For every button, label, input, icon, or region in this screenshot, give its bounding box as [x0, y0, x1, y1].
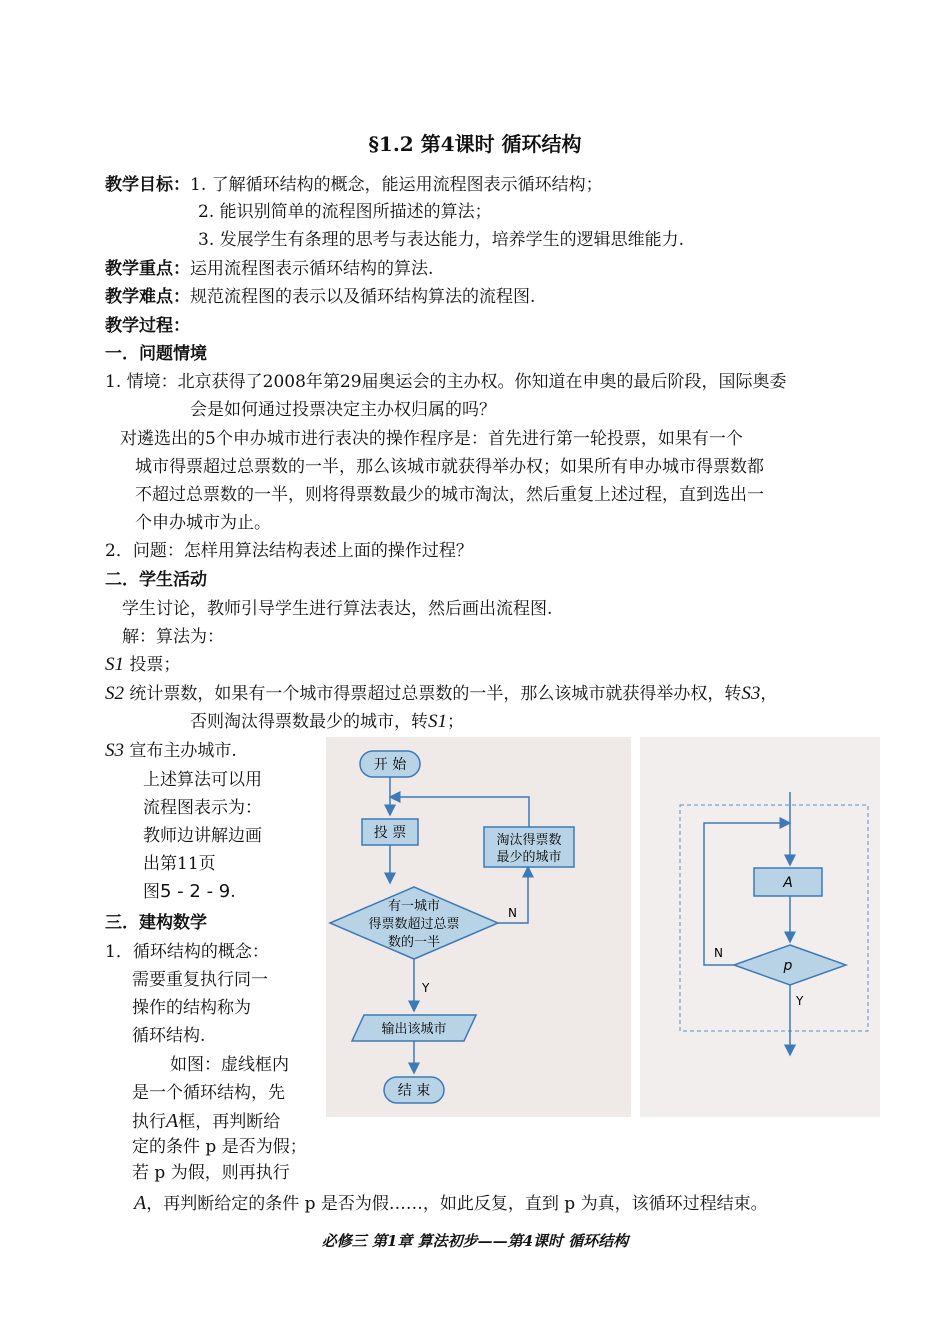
eliminate-label-1: 淘汰得票数 — [496, 833, 562, 848]
difficulty-line — [105, 284, 535, 310]
vote-label: 投 票 — [373, 825, 407, 841]
step-text: 统计票数，如果有一个城市得票超过总票数的一半，那么该城市就获得举办权，转 — [129, 684, 742, 704]
desc-line: 如图：虚线框内 — [170, 1055, 289, 1075]
scan-background — [640, 737, 880, 1117]
activity-line: 学生讨论，教师引导学生进行算法表达，然后画出流程图. — [122, 599, 553, 619]
condition-label: p — [783, 958, 793, 974]
procedure-line: 个申办城市为止。 — [135, 513, 271, 533]
step-label: S3 — [105, 740, 124, 761]
output-label: 输出该城市 — [381, 1022, 447, 1037]
desc-line: 若 p 为假，则再执行 — [132, 1163, 290, 1183]
question-line: 2．问题：怎样用算法结构表述上面的操作过程？ — [105, 541, 473, 561]
side-note: 出第11页 — [143, 854, 216, 874]
fig-number: 5 - 2 - 9 — [160, 881, 231, 902]
focus-text: 运用流程图表示循环结构的算法. — [190, 259, 434, 279]
solution-line: 解：算法为： — [122, 627, 224, 647]
focus-label: 教学重点： — [105, 259, 190, 279]
step-text: 宣布主办城市. — [129, 741, 237, 761]
concept-line: 需要重复执行同一 — [132, 970, 268, 990]
concept-line: 循环结构. — [132, 1026, 206, 1046]
step-text: 投票； — [129, 655, 181, 675]
voting-flowchart — [326, 737, 631, 1117]
goals-line-1 — [105, 172, 603, 198]
goals-label: 教学目标： — [105, 175, 190, 195]
decision-label-3: 数的一半 — [387, 935, 441, 950]
concept-line: 1．循环结构的概念： — [105, 942, 269, 962]
desc-line: 是一个循环结构，先 — [132, 1083, 285, 1103]
yes-label: Y — [422, 981, 430, 995]
step-s1 — [105, 652, 180, 678]
section-heading: 二．学生活动 — [105, 570, 207, 590]
step-s2-line-2 — [190, 709, 464, 735]
var-a: A — [134, 1192, 147, 1214]
goal-item: 2. 能识别简单的流程图所描述的算法； — [198, 202, 492, 222]
step-s3 — [105, 738, 237, 764]
side-note: 教师边讲解边画 — [143, 826, 262, 846]
end-label: 结 束 — [397, 1083, 431, 1099]
step-ref: S3 — [741, 683, 761, 704]
procedure-line: 对遴选出的5个申办城市进行表决的操作程序是：首先进行第一轮投票，如果有一个 — [120, 429, 743, 449]
page-footer: 必修三 第1章 算法初步——第4课时 循环结构 — [321, 1232, 629, 1250]
step-s2 — [105, 681, 777, 707]
desc-text: ，再判断给定的条件 p 是否为假……，如此反复，直到 p 为真，该循环过程结束。 — [146, 1194, 768, 1214]
side-note: 上述算法可以用 — [143, 770, 262, 790]
section-heading: 一．问题情境 — [105, 344, 207, 364]
procedure-line: 不超过总票数的一半，则将得票数最少的城市淘汰，然后重复上述过程，直到选出一 — [135, 485, 764, 505]
no-label: N — [508, 906, 517, 920]
start-label: 开 始 — [373, 757, 407, 773]
box-a-label: A — [783, 875, 793, 891]
section-heading: 三．建构数学 — [105, 913, 207, 933]
punct: ， — [760, 684, 778, 704]
decision-label-1: 有一城市 — [387, 899, 441, 914]
difficulty-label: 教学难点： — [105, 287, 190, 307]
desc-line: 定的条件 p 是否为假； — [132, 1137, 307, 1157]
desc-text: 框，再判断给 — [178, 1112, 281, 1132]
punct: ； — [447, 712, 464, 732]
situation-line-2: 会是如何通过投票决定主办权归属的吗？ — [190, 400, 496, 420]
yes-label: Y — [796, 994, 804, 1008]
process-label: 教学过程： — [105, 316, 190, 336]
goal-item: 1. 了解循环结构的概念，能运用流程图表示循环结构； — [190, 175, 603, 195]
desc-text: 执行 — [132, 1112, 166, 1132]
step-label: S1 — [105, 654, 124, 675]
punct: . — [230, 882, 236, 902]
fig-prefix: 图 — [143, 882, 160, 902]
step-text: 否则淘汰得票数最少的城市，转 — [190, 712, 428, 732]
figure-ref — [143, 879, 236, 905]
desc-line — [134, 1190, 768, 1217]
decision-label-2: 得票数超过总票 — [368, 917, 460, 932]
procedure-line: 城市得票超过总票数的一半，那么该城市就获得举办权；如果所有申办城市得票数都 — [135, 457, 764, 477]
situation-line-1: 1. 情境：北京获得了2008年第29届奥运会的主办权。你知道在申奥的最后阶段，国际奥委 — [105, 372, 787, 392]
desc-line — [132, 1108, 280, 1135]
side-note: 流程图表示为： — [143, 798, 262, 818]
no-label: N — [714, 946, 723, 960]
goal-item: 3. 发展学生有条理的思考与表达能力，培养学生的逻辑思维能力. — [198, 230, 685, 250]
focus-line — [105, 256, 433, 282]
difficulty-text: 规范流程图的表示以及循环结构算法的流程图. — [190, 287, 536, 307]
step-ref: S1 — [428, 711, 447, 732]
concept-line: 操作的结构称为 — [132, 998, 251, 1018]
var-a: A — [166, 1110, 179, 1132]
step-label: S2 — [105, 683, 124, 704]
page-title: §1.2 第4课时 循环结构 — [368, 132, 582, 156]
eliminate-label-2: 最少的城市 — [496, 850, 562, 865]
loop-structure-diagram — [640, 737, 880, 1117]
